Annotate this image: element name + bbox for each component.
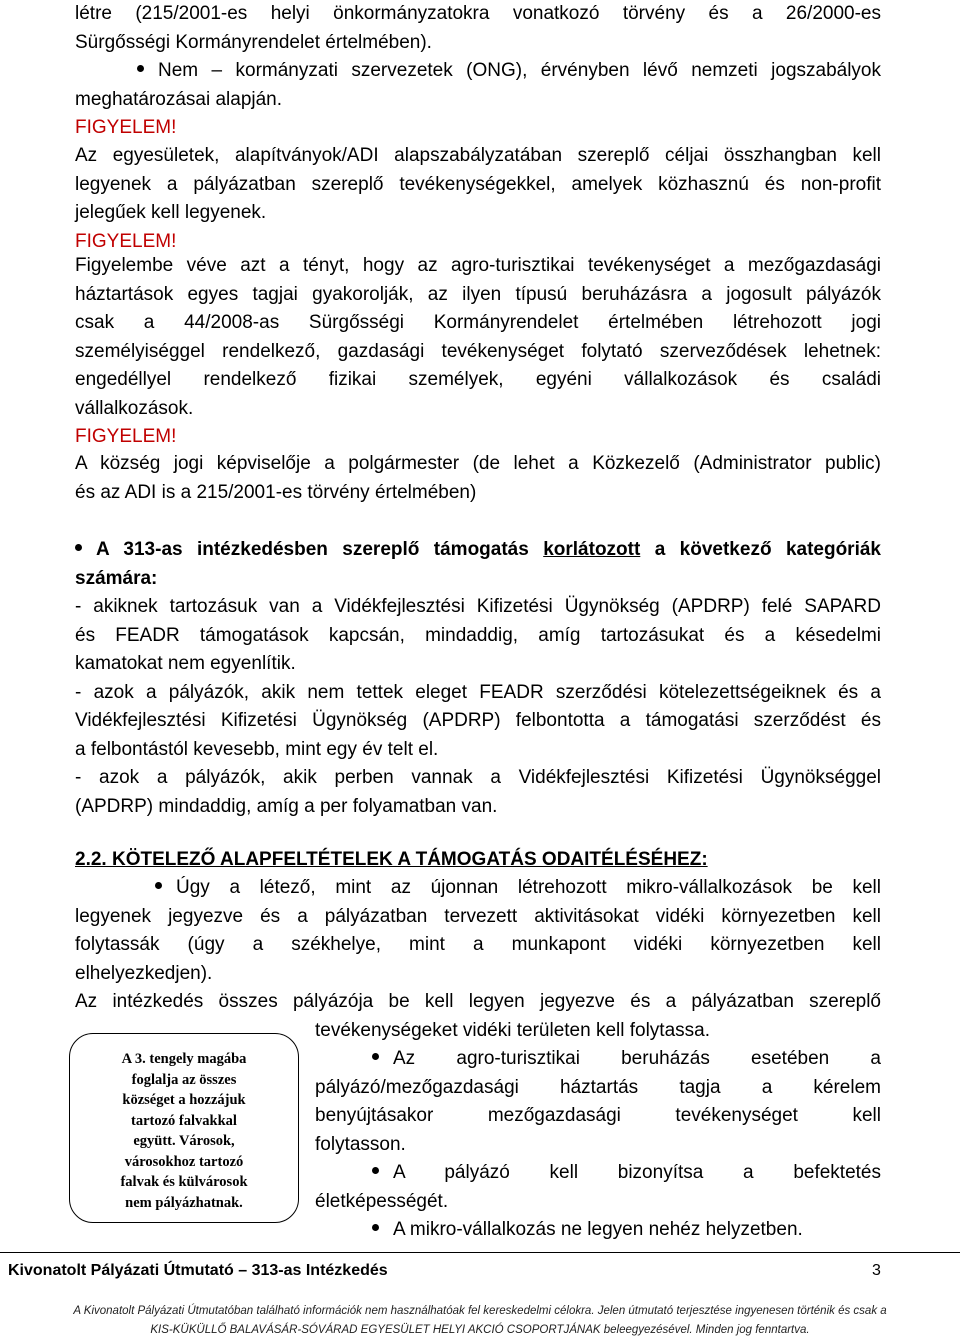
callout-line: tartozó falvakkal — [131, 1112, 237, 1129]
bullet-line: A pályázó kell bizonyítsa a befektetés — [315, 1159, 881, 1188]
list-item: a felbontástól kevesebb, mint egy év telt el. — [75, 738, 439, 760]
bullet-icon — [75, 544, 82, 551]
paragraph-agrotourism — [75, 252, 881, 452]
text-line: létre (215/2001-es helyi önkormányzatokra vonatkozó törvény és a 26/2000-es — [75, 3, 881, 24]
restricted-categories — [75, 536, 881, 821]
text-line: elhelyezkedjen). — [75, 962, 213, 984]
section-heading: 2.2. KÖTELEZŐ ALAPFELTÉTELEK A TÁMOGATÁS ODAITÉLÉSÉHEZ: — [75, 849, 708, 870]
text-line: Nem – kormányzati szervezetek (ONG), érvényben lévő nemzeti jogszabályok — [158, 60, 881, 81]
intro-block — [75, 0, 881, 143]
text-line: háztartások egyes tagjai gyakorolják, az ilyen típusú beruházásra a jogosult pályázók — [75, 283, 881, 305]
list-item: - azok a pályázók, akik nem tettek eleget FEADR szerződési kötelezettségeiknek és a — [75, 681, 881, 703]
bullet-icon — [372, 1053, 379, 1060]
bullet-line: Úgy a létező, mint az újonnan létrehozott mikro-vállalkozások be kell — [75, 874, 881, 903]
paragraph-objectives — [75, 142, 881, 256]
text-line: Az intézkedés összes pályázója be kell legyen jegyezve és a pályázatban szereplő — [75, 991, 881, 1012]
text-line: életképességét. — [315, 1190, 449, 1212]
callout-line: községet a hozzájuk — [122, 1092, 246, 1108]
callout-line: falvak és külvárosok — [120, 1174, 248, 1190]
text-line: engedéllyel rendelkező fizikai személyek, egyéni vállalkozások és családi — [75, 369, 881, 390]
text-line: Figyelembe véve azt a tényt, hogy az agro-turisztikai tevékenységet a mezőgazdasági — [75, 255, 881, 276]
list-item: - azok a pályázók, akik perben vannak a Vidékfejlesztési Kifizetési Ügynökséggel — [75, 767, 881, 788]
bullet-icon — [372, 1167, 379, 1174]
eligibility-bullets — [315, 1045, 881, 1245]
restricted-keyword: korlátozott — [543, 539, 641, 560]
bullet-line: Az agro-turisztikai beruházás esetében a — [315, 1045, 881, 1074]
callout-box — [69, 1033, 299, 1223]
text-line: folytasson. — [315, 1133, 406, 1155]
text-line: Az egyesületek, alapítványok/ADI alapszabályzatában szereplő céljai összhangban kell — [75, 145, 881, 166]
bullet-line: A mikro-vállalkozás ne legyen nehéz helyzetben. — [315, 1216, 881, 1245]
text-line: Sürgősségi Kormányrendelet értelmében). — [75, 31, 432, 53]
page-number: 3 — [872, 1262, 881, 1279]
text-line: számára: — [75, 567, 158, 589]
attention-label: FIGYELEM! — [75, 230, 177, 252]
section-body — [75, 874, 881, 1045]
text-line: személyiséggel rendelkező, gazdasági tevékenységet folytató szerveződések lehetnek: — [75, 340, 881, 362]
text-line: pályázó/mezőgazdasági háztartás tagja a kérelem — [315, 1076, 881, 1098]
list-item: és FEADR támogatások kapcsán, mindaddig, amíg tartozásukat és a késedelmi — [75, 624, 881, 646]
text-line: benyújtásakor mezőgazdasági tevékenységet kell — [315, 1105, 881, 1126]
bullet-icon — [155, 882, 162, 889]
text-line: folytassák (úgy a székhelye, mint a munkapont vidéki környezetben kell — [75, 934, 881, 955]
list-item: (APDRP) mindaddig, amíg a per folyamatban van. — [75, 795, 498, 817]
text-line: A község jogi képviselője a polgármester (de lehet a Közkezelő (Administrator public) — [75, 453, 881, 474]
text-line: vállalkozások. — [75, 397, 194, 419]
bullet-line — [75, 57, 881, 86]
text-line: jelegűek kell legyenek. — [75, 202, 267, 223]
list-item: - akiknek tartozásuk van a Vidékfejlesztési Kifizetési Ügynökség (APDRP) felé SAPARD — [75, 596, 881, 617]
paragraph-legal-rep — [75, 450, 881, 507]
text-line: legyenek a pályázatban szereplő tevékenységekkel, amelyek közhasznú és non-profit — [75, 173, 881, 195]
footer-disclaimer: KIS-KÜKÜLLŐ BALAVÁSÁR-SÓVÁRAD EGYESÜLET HELYI AKCIÓ CSOPORTJÁNAK beleegyezésével. Minden jog fenntartva. — [150, 1324, 810, 1336]
attention-label: FIGYELEM! — [75, 117, 177, 138]
list-item: kamatokat nem egyenlítik. — [75, 653, 296, 674]
callout-line: városokhoz tartozó — [124, 1153, 244, 1170]
bullet-icon — [372, 1224, 379, 1231]
callout-line: A 3. tengely magába — [121, 1051, 247, 1067]
text-line: legyenek jegyezve és a pályázatban tervezett aktivitásokat vidéki környezetben kell — [75, 905, 881, 927]
footer-divider — [0, 1252, 960, 1253]
footer-title: Kivonatolt Pályázati Útmutató – 313-as Intézkedés — [8, 1262, 388, 1279]
restricted-heading: A 313-as intézkedésben szereplő támogatás korlátozott a következő kategóriák — [75, 536, 881, 565]
text-line: és az ADI is a 215/2001-es törvény értelmében) — [75, 481, 477, 503]
bullet-icon — [137, 65, 144, 72]
text-line: meghatározásai alapján. — [75, 88, 283, 110]
text-line: csak a 44/2008-as Sürgősségi Kormányrendelet értelmében létrehozott jogi — [75, 312, 881, 333]
attention-label: FIGYELEM! — [75, 426, 177, 447]
list-item: Vidékfejlesztési Kifizetési Ügynökség (APDRP) felbontotta a támogatási szerződést és — [75, 710, 881, 731]
callout-line: nem pályázhatnak. — [125, 1194, 243, 1211]
callout-line: együtt. Városok, — [133, 1133, 235, 1149]
callout-line: foglalja az összes — [131, 1071, 237, 1088]
text-line: tevékenységeket vidéki területen kell folytassa. — [315, 1019, 710, 1041]
footer-disclaimer: A Kivonatolt Pályázati Útmutatóban található információk nem használhatóak fel kereskedelmi célokra. Jelen útmutató terjesztése ingyenesen történik és csak a — [73, 1305, 887, 1317]
